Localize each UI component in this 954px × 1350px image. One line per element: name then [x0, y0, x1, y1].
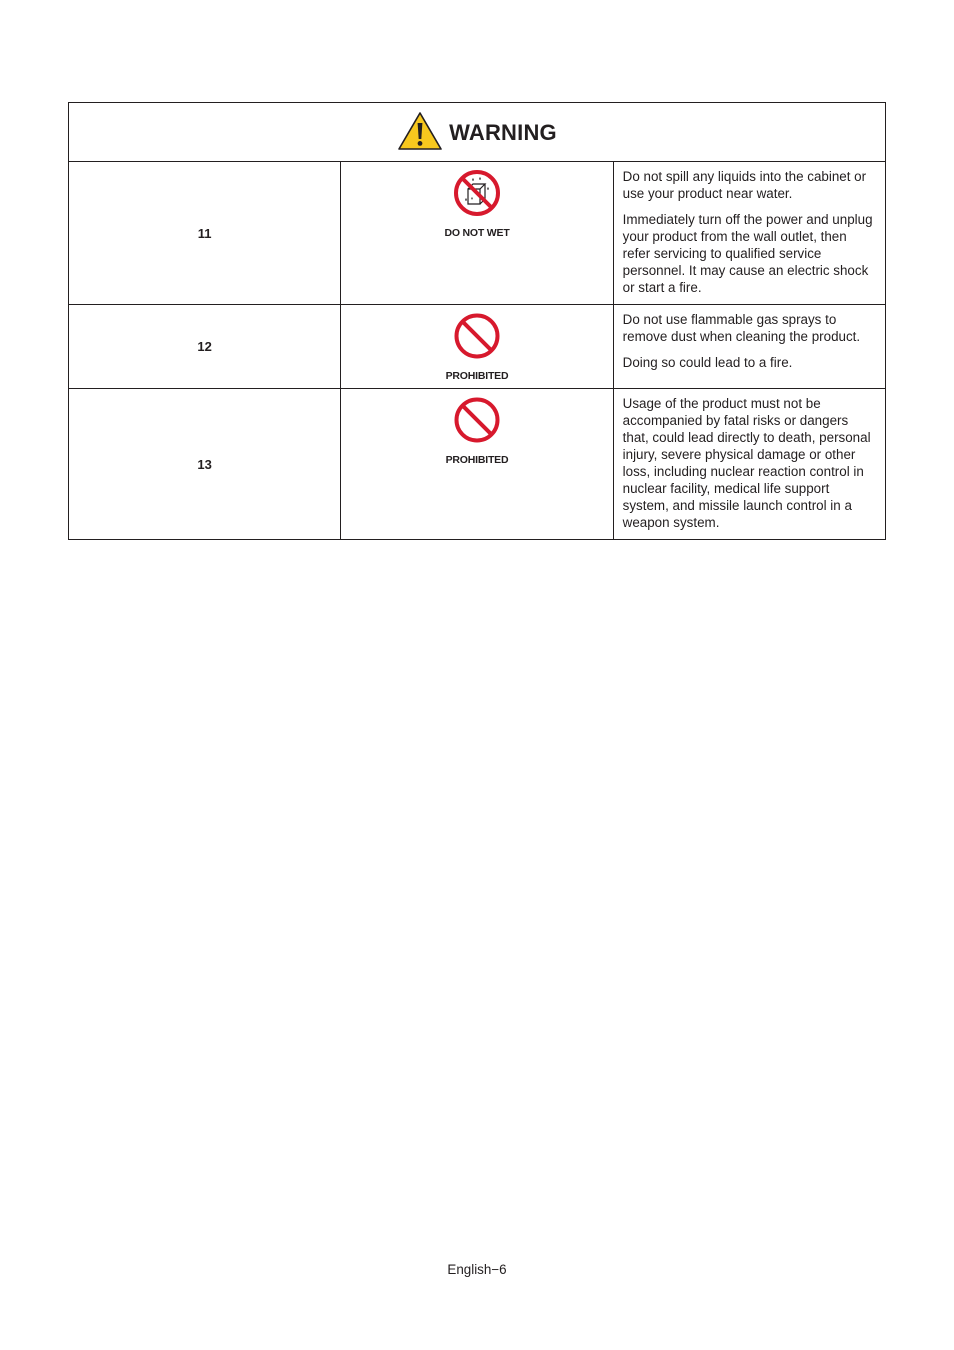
row-number: 12	[69, 305, 341, 389]
do-not-wet-icon	[453, 204, 501, 221]
row-icon-cell	[341, 389, 613, 540]
warning-title: WARNING	[449, 120, 557, 145]
row-number: 13	[69, 389, 341, 540]
warning-header	[69, 103, 886, 162]
row-icon-cell	[341, 162, 613, 305]
row-paragraph: Do not spill any liquids into the cabinet or use your product near water.	[622, 169, 867, 201]
row-text	[613, 389, 885, 540]
icon-caption: PROHIBITED	[445, 454, 509, 466]
warning-header-row	[69, 103, 886, 162]
warning-row-13	[69, 389, 886, 540]
icon-caption: DO NOT WET	[444, 227, 510, 239]
row-paragraph: Doing so could lead to a fire.	[622, 355, 793, 370]
warning-triangle-icon	[397, 111, 443, 156]
page-number: English−6	[447, 1262, 507, 1277]
row-text	[613, 162, 885, 305]
prohibited-icon	[453, 431, 501, 448]
row-text	[613, 305, 885, 389]
icon-caption: PROHIBITED	[445, 370, 509, 382]
row-paragraph: Immediately turn off the power and unplug your product from the wall outlet, then refer servicing to qualified service personnel. It may cause an electric shock or start a fire.	[622, 212, 873, 295]
row-number: 11	[69, 162, 341, 305]
row-paragraph: Do not use flammable gas sprays to remove dust when cleaning the product.	[622, 312, 861, 344]
warning-row-12	[69, 305, 886, 389]
row-icon-cell	[341, 305, 613, 389]
row-paragraph: Usage of the product must not be accompanied by fatal risks or dangers that, could lead directly to death, personal injury, severe physical damage or other loss, including nuclear reaction control in nuclear facility, medical life support system, and missile launch control in a weapon system.	[622, 396, 871, 530]
warning-row-11	[69, 162, 886, 305]
prohibited-icon	[453, 347, 501, 364]
warning-table	[68, 102, 886, 540]
